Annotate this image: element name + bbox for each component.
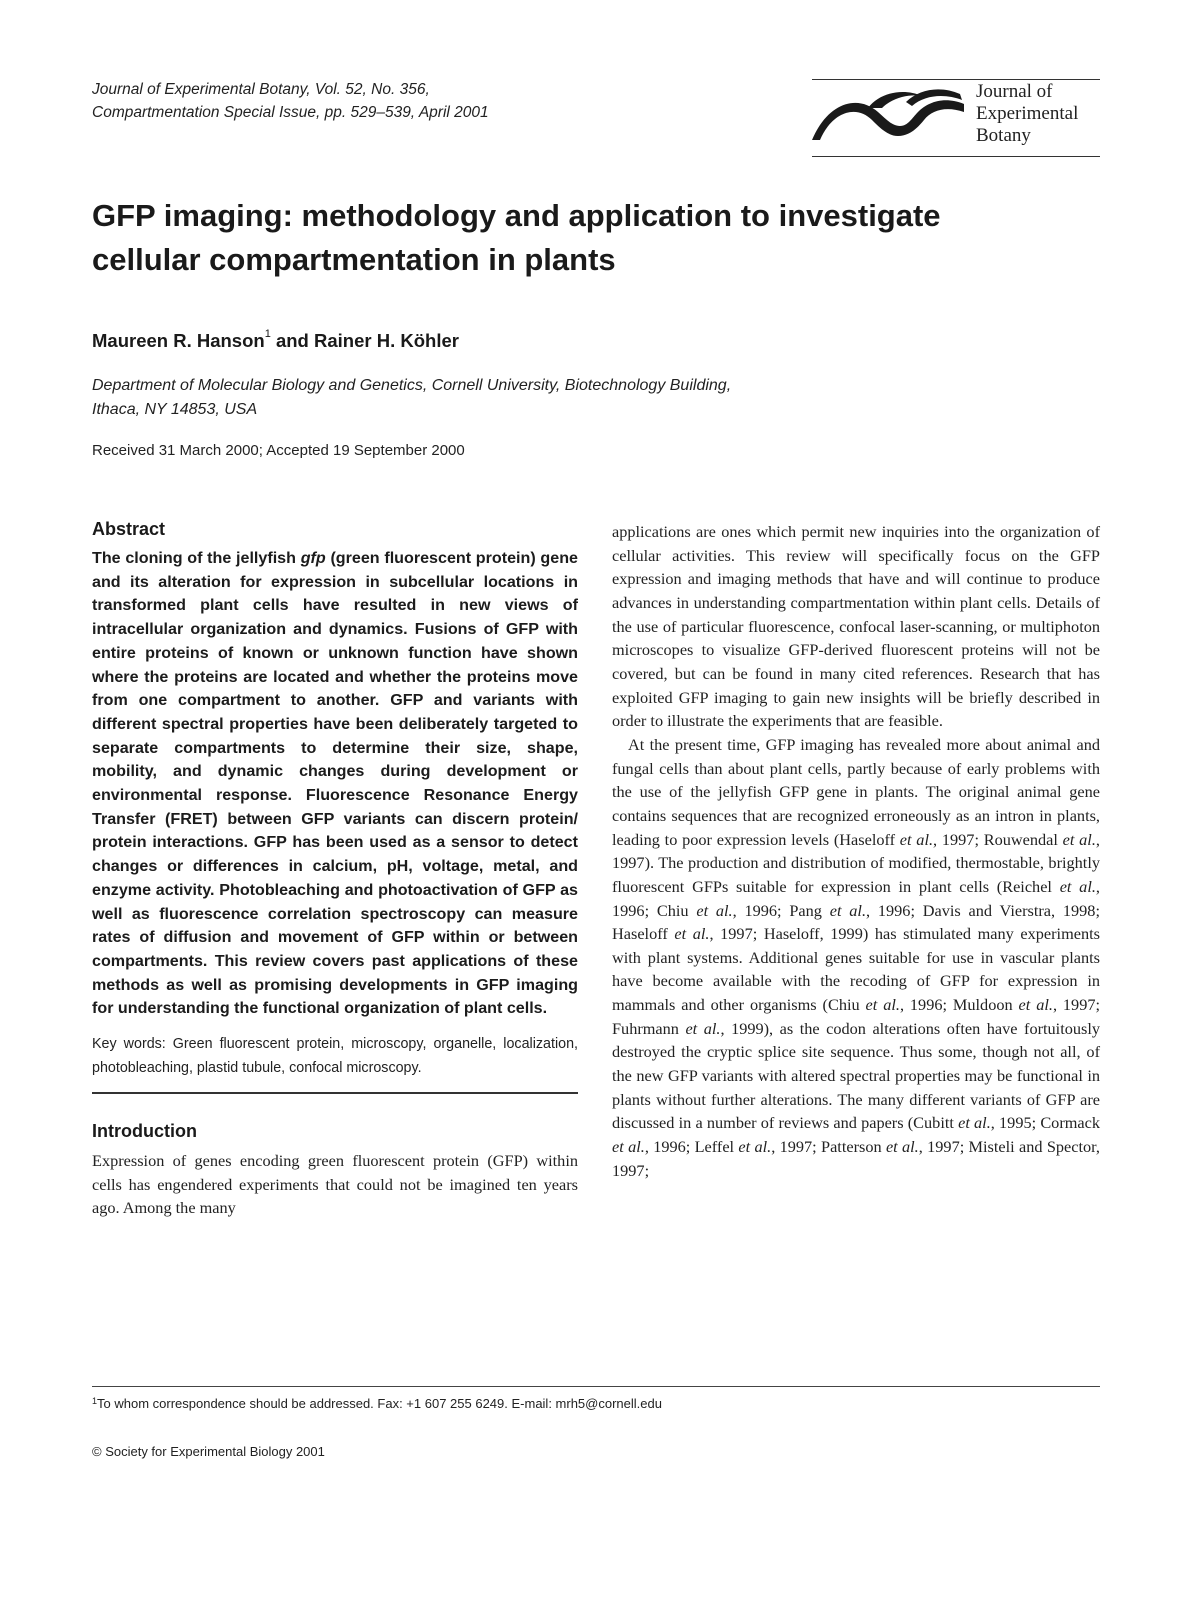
footnote-text: To whom correspondence should be addressed. Fax: +1 607 255 6249. E-mail: mrh5@cornell.edu xyxy=(97,1396,662,1411)
text-run: , 1996; Muldoon xyxy=(899,995,1019,1015)
journal-logo-icon xyxy=(808,82,968,154)
et-al: et al. xyxy=(612,1137,645,1157)
text-run: , 1999), as the codon alterations often have fortuitously destroyed the cryptic splice site sequence. Thus some, though not all, of the new GFP variants with altered spectral properties may be functional in plants without further alterations. The many different variants of GFP are discussed in a number of reviews and papers (Cubitt xyxy=(612,1018,1100,1133)
author-1: Maureen R. Hanson xyxy=(92,330,265,351)
author-2: and Rainer H. Köhler xyxy=(270,330,459,351)
left-column xyxy=(92,518,578,1220)
et-al: et al. xyxy=(674,924,710,944)
et-al: et al. xyxy=(1062,829,1096,849)
text-run: , 1996; Leffel xyxy=(644,1137,739,1157)
section-divider xyxy=(92,1092,578,1094)
introduction-text: Expression of genes encoding green fluorescent protein (GFP) within cells has engendered experiments that could not be imagined ten years ago. Among the many xyxy=(92,1151,578,1218)
keywords: Key words: Green fluorescent protein, microscopy, organelle, localization, photobleaching, plastid tubule, confocal microscopy. xyxy=(92,1036,578,1076)
title-line1: GFP imaging: methodology and application to investigate xyxy=(92,198,941,233)
logo-rule-top xyxy=(812,79,1100,80)
text-run: , 1996; Chiu xyxy=(612,876,1100,920)
text-run: At the present time, GFP imaging has revealed more about animal and fungal cells than about plant cells, partly because of early problems with the use of the jellyfish GFP gene in plants. The original animal gene contains sequences that are recognized erroneously as an intron in plants, leading to poor expression levels (Haseloff xyxy=(612,734,1100,849)
title-line2: cellular compartmentation in plants xyxy=(92,242,616,277)
text-run: , 1997; Rouwendal xyxy=(933,829,1063,849)
et-al: et al. xyxy=(899,829,934,849)
text-run: , 1997; Patterson xyxy=(771,1137,886,1157)
affiliation-line1: Department of Molecular Biology and Genetics, Cornell University, Biotechnology Building, xyxy=(92,377,732,394)
text-run: , 1997). The production and distribution of modified, thermostable, brightly fluorescent GFPs suitable for expression in plant cells (Reichel xyxy=(612,829,1100,896)
logo-line3: Botany xyxy=(976,125,1031,146)
article-title xyxy=(92,194,1092,282)
text-run: , 1997; Fuhrmann xyxy=(612,995,1101,1038)
et-al: et al. xyxy=(865,995,900,1015)
logo-line1: Journal of xyxy=(976,81,1053,102)
logo-rule-bottom xyxy=(812,156,1100,157)
abstract-text-a: The cloning of the jellyfish xyxy=(92,549,301,567)
journal-citation-line1: Journal of Experimental Botany, Vol. 52, No. 356, xyxy=(92,81,430,98)
et-al: et al. xyxy=(1059,876,1096,896)
et-al: et al. xyxy=(696,900,733,920)
author-list xyxy=(92,330,459,352)
abstract-text-b: (green fluorescent protein) gene and its alteration for expression in subcellular locations in transformed plant cells have resulted in new views of intracellular organization and dynamics. Fusions of GFP with entire proteins of known or unknown function have shown where the proteins are located and whether the proteins move from one compartment to another. GFP and variants with different spectral properties have been deliberately targeted to separate compartments to determine their size, shape, mobility, and dynamic changes during development or environmental response. Fluorescence Resonance Energy Transfer (FRET) between GFP variants can discern protein/ protein interactions. GFP has been used as a sensor to detect changes or differences in calcium, pH, voltage, metal, and enzyme activity. Photobleaching and photoactivation of GFP as well as fluorescence correlation spectroscopy can measure rates of diffusion and movement of GFP within or between compartments. This review covers past applications of these methods as well as promising developments in GFP imaging for understanding the functional organization of plant cells. xyxy=(92,549,578,1018)
author-footnote-mark: 1 xyxy=(264,328,271,340)
logo-line2: Experimental xyxy=(976,103,1079,124)
text-run: , 1997; Misteli and Spector, 1997; xyxy=(612,1137,1100,1180)
journal-logo-text xyxy=(976,81,1106,147)
et-al: et al. xyxy=(829,900,867,920)
et-al: et al. xyxy=(738,1137,772,1157)
copyright: © Society for Experimental Biology 2001 xyxy=(92,1444,325,1459)
right-column xyxy=(612,520,1100,1182)
footnote-mark: 1 xyxy=(92,1396,98,1406)
text-run: , 1997; Haseloff, 1999) has stimulated many experiments with plant systems. Additional genes suitable for use in vascular plants have become available with the recoding of GFP for expression in mammals and other organisms (Chiu xyxy=(612,924,1100,1015)
abstract-text xyxy=(92,547,578,1021)
et-al: et al. xyxy=(685,1018,721,1038)
text-run: , 1996; Davis and Vierstra, 1998; Haseloff xyxy=(612,900,1100,944)
journal-citation-line2: Compartmentation Special Issue, pp. 529–539, April 2001 xyxy=(92,104,489,121)
abstract-heading: Abstract xyxy=(92,519,166,539)
introduction-heading: Introduction xyxy=(92,1121,197,1142)
abstract-gene-name: gfp xyxy=(300,549,326,567)
et-al: et al. xyxy=(885,1137,919,1157)
text-run: , 1996; Pang xyxy=(732,900,830,920)
footnote xyxy=(92,1396,662,1411)
received-dates: Received 31 March 2000; Accepted 19 September 2000 xyxy=(92,442,465,459)
journal-citation xyxy=(92,78,652,124)
text-run: , 1995; Cormack xyxy=(990,1113,1100,1133)
right-paragraph-2 xyxy=(612,733,1100,1182)
et-al: et al. xyxy=(1018,995,1053,1015)
affiliation-line2: Ithaca, NY 14853, USA xyxy=(92,401,258,418)
affiliation xyxy=(92,374,992,422)
footnote-rule xyxy=(92,1386,1100,1387)
et-al: et al. xyxy=(958,1113,991,1133)
right-paragraph-1: applications are ones which permit new inquiries into the organization of cellular activities. This review will specifically focus on the GFP expression and imaging methods that have and will continue to produce advances in understanding compartmentation within plant cells. Details of the use of particular fluorescence, confocal laser-scanning, or multiphoton microscopes to visualize GFP-derived fluorescent proteins will not be covered, but can be found in many cited references. Research that has exploited GFP imaging to gain new insights will be briefly described in order to illustrate the experiments that are feasible. xyxy=(612,522,1100,731)
